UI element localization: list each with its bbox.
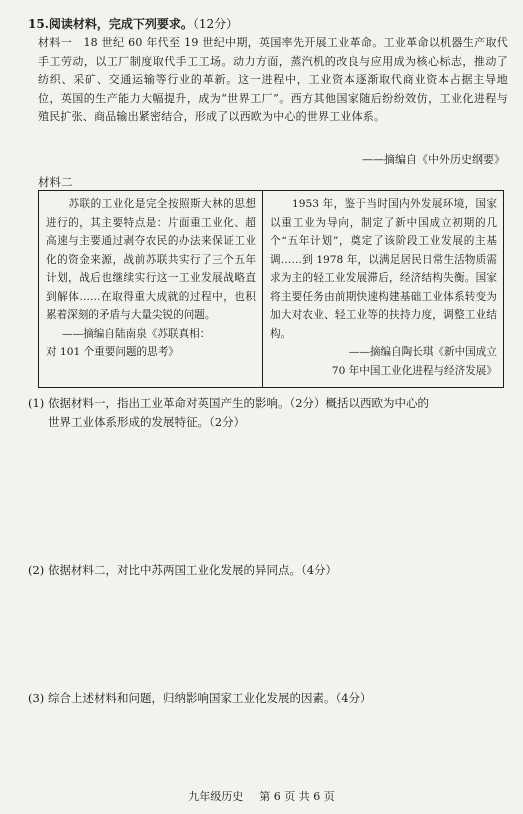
china-source-line1: ——摘编自陶长琪《新中国成立 xyxy=(348,346,497,358)
material-one-text: 18 世纪 60 年代至 19 世纪中期，英国率先开展工业革命。工业革命以机器生产取代手工劳动，以工厂制度取代手工工场。动力方面，蒸汽机的改良与应用成为核心标志，推动了纺织、采矿、交通运输等行业的革新。这一进程中，工业资本逐渐取代商业资本占据主导地位，英国的生产能力大幅提升，成为“世界工厂”。西方其他国家随后纷纷效仿，工业化进程与殖民扩张、商品输出紧密结合，形成了以西欧为中心的世界工业体系。 xyxy=(38,36,508,123)
soviet-industrialization-text xyxy=(46,195,256,325)
material-two-label: 材料二 xyxy=(38,175,73,189)
subquestion-1-line1: 依据材料一，指出工业革命对英国产生的影响。（2分）概括以西欧为中心的 xyxy=(47,396,430,410)
soviet-source-line1: ——摘编自陆南泉《苏联真相： xyxy=(62,327,211,340)
subquestion-2-label: (2) xyxy=(28,563,45,577)
china-source-line2: 70 年中国工业化进程与经济发展》 xyxy=(331,364,497,377)
question-prompt: 阅读材料，完成下列要求。 xyxy=(48,17,193,31)
subquestion-3-text: 综合上述材料和问题，归纳影响国家工业化发展的因素。（4分） xyxy=(47,691,372,705)
subquestion-2 xyxy=(28,561,508,580)
material-one-source: ——摘编自《中外历史纲要》 xyxy=(362,153,505,166)
question-header xyxy=(28,16,498,32)
subquestion-1 xyxy=(28,394,508,432)
material-two-right-cell xyxy=(263,191,503,387)
material-one-label: 材料一 xyxy=(38,36,72,49)
subquestion-1-line2: 世界工业体系形成的发展特征。（2分） xyxy=(48,415,246,429)
soviet-source-line2: 对 101 个重要问题的思考》 xyxy=(46,346,179,358)
china-text: 1953 年，鉴于当时国内外发展环境，国家以重工业为导向，制定了新中国成立初期的几个“五年计划”，奠定了该阶段工业发展的主基调……到 1978 年，以满足居民日常生活物质需求为主的轻工业发展滞后，经济结构失衡。国家将主要任务由前期快速构建基础工业体系转变为加大对农业、轻工业等的扶持力度，调整工业结构。 xyxy=(270,198,497,340)
subquestion-3-label: (3) xyxy=(28,691,45,705)
page-footer xyxy=(0,790,523,804)
question-number: 15. xyxy=(28,17,49,31)
china-source xyxy=(270,343,497,380)
soviet-source xyxy=(46,325,256,362)
subquestion-2-text: 依据材料二，对比中苏两国工业化发展的异同点。（4分） xyxy=(47,563,338,577)
subquestion-1-label: (1) xyxy=(28,396,45,410)
china-industrialization-text xyxy=(270,195,497,343)
material-one xyxy=(38,34,508,127)
footer-page-number: 第 6 页 共 6 页 xyxy=(259,790,335,803)
footer-subject: 九年级历史 xyxy=(188,790,244,803)
subquestion-3 xyxy=(28,689,508,708)
material-two-table xyxy=(38,190,504,388)
material-two-left-cell xyxy=(39,191,263,387)
question-score: （12分） xyxy=(192,17,239,31)
soviet-text: 苏联的工业化是完全按照斯大林的思想进行的，其主要特点是：片面重工业化、超高速与主要通过剥夺农民的办法来保证工业化的资金来源，战前苏联共实行了三个五年计划，战后也继续实行这一工业发展战略直到解体……在取得重大成就的过程中，也积累着深刻的矛盾与大量尖锐的问题。 xyxy=(46,198,256,321)
